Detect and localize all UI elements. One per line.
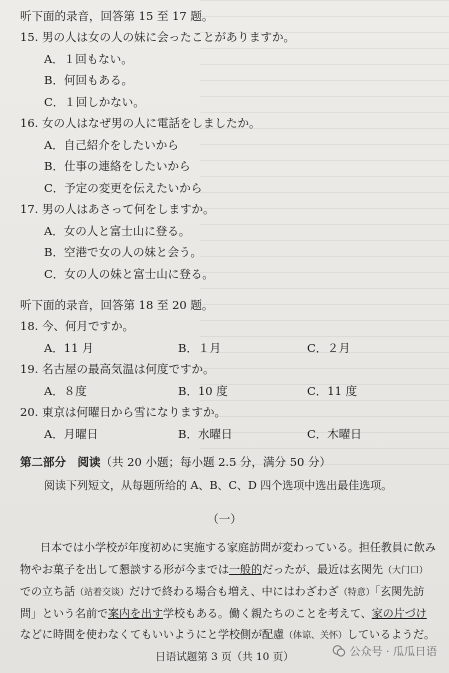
q17-option-b: B．空港で女の人の妹と会う。 — [44, 245, 202, 259]
question-number: 17. — [20, 202, 39, 216]
passage-line-5 — [20, 628, 435, 643]
question-18 — [20, 319, 134, 333]
question-17 — [20, 202, 214, 216]
passage-text: 「玄関先訪 — [374, 585, 425, 598]
question-number: 18. — [20, 319, 39, 333]
listening-intro-2: 听下面的录音，回答第 18 至 20 题。 — [20, 298, 214, 312]
passage-text: での立ち話 — [20, 585, 75, 598]
q15-option-a: A．１回もない。 — [44, 52, 133, 66]
section-number: （一） — [207, 512, 242, 526]
question-20 — [20, 405, 226, 419]
page-footer: 日语试题第 3 页（共 10 页） — [155, 651, 294, 663]
reading-instruction: 阅读下列短文，从每题所给的 A、B、C、D 四个选项中选出最佳选项。 — [44, 479, 393, 492]
passage-line-2 — [20, 563, 428, 578]
question-15 — [20, 30, 295, 44]
passage-text: などに時間を使わなくてもいいようにと学校側が配慮 — [20, 628, 284, 641]
underlined-phrase: 一般的 — [229, 563, 262, 576]
question-19 — [20, 362, 214, 376]
bleed-through — [200, 0, 449, 470]
question-number: 19. — [20, 362, 39, 376]
q19-option-b: B．10 度 — [178, 384, 228, 398]
gloss: （体谅、关怀） — [284, 631, 348, 641]
q18-option-b: B．１月 — [178, 341, 221, 355]
passage-text: 学校もある。働く親たちのことを考えて、 — [163, 607, 372, 620]
q18-option-c: C．２月 — [307, 341, 351, 355]
q16-option-b: B．仕事の連絡をしたいから — [44, 159, 191, 173]
passage-text: だったが、最近は玄関先 — [262, 563, 383, 576]
q18-option-a: A．11 月 — [44, 341, 94, 355]
part2-heading — [20, 455, 331, 469]
q16-option-a: A．自己紹介をしたいから — [44, 138, 179, 152]
q20-option-b: B．水曜日 — [178, 427, 233, 441]
passage-text: だけで終わる場合も増え、中にはわざわざ — [129, 585, 339, 598]
q19-option-a: A．８度 — [44, 384, 87, 398]
passage-line-1: 日本では小学校が年度初めに実施する家庭訪問が変わっている。担任教員に飲み — [40, 541, 436, 554]
watermark — [332, 643, 438, 659]
q17-option-c: C．女の人の妹と富士山に登る。 — [44, 267, 214, 281]
q17-option-a: A．女の人と富士山に登る。 — [44, 224, 191, 238]
question-text: 今、何月ですか。 — [41, 319, 134, 333]
gloss: （特意） — [338, 588, 375, 598]
passage-line-4 — [20, 607, 427, 621]
part2-title: 第二部分 阅读 — [20, 455, 101, 469]
underlined-phrase: 家の片づけ — [371, 607, 427, 620]
underlined-phrase: 案内を出す — [108, 607, 163, 620]
question-text: 名古屋の最高気温は何度ですか。 — [41, 362, 215, 376]
q20-option-c: C．木曜日 — [307, 427, 362, 441]
q16-option-c: C．予定の変更を伝えたいから — [44, 181, 203, 195]
gloss: （大门口） — [383, 566, 429, 576]
q19-option-c: C．11 度 — [307, 384, 358, 398]
passage-text: 問」という名前で — [20, 607, 108, 620]
passage-text: 物やお菓子を出して懇談する形が今までは — [20, 563, 229, 576]
q15-option-b: B．何回もある。 — [44, 73, 133, 87]
question-text: 女の人はなぜ男の人に電話をしましたか。 — [41, 116, 261, 130]
q15-option-c: C．１回しかない。 — [44, 95, 145, 109]
q20-option-a: A．月曜日 — [44, 427, 99, 441]
watermark-text: 公众号 · 瓜瓜日语 — [349, 645, 437, 658]
question-number: 20. — [20, 405, 39, 419]
passage-text: しているようだ。 — [347, 628, 436, 641]
question-text: 男の人は女の人の妹に会ったことがありますか。 — [41, 30, 295, 44]
gloss: （站着交谈） — [75, 588, 130, 598]
listening-intro-1: 听下面的录音，回答第 15 至 17 题。 — [20, 9, 214, 23]
question-text: 東京は何曜日から雪になりますか。 — [41, 405, 226, 419]
question-number: 16. — [20, 116, 39, 130]
question-text: 男の人はあさって何をしますか。 — [41, 202, 215, 216]
question-number: 15. — [20, 30, 39, 44]
passage-line-3 — [20, 585, 424, 600]
question-16 — [20, 116, 260, 130]
part2-note: （共 20 小题；每小题 2.5 分，满分 50 分） — [100, 455, 331, 469]
wechat-icon — [332, 644, 346, 658]
